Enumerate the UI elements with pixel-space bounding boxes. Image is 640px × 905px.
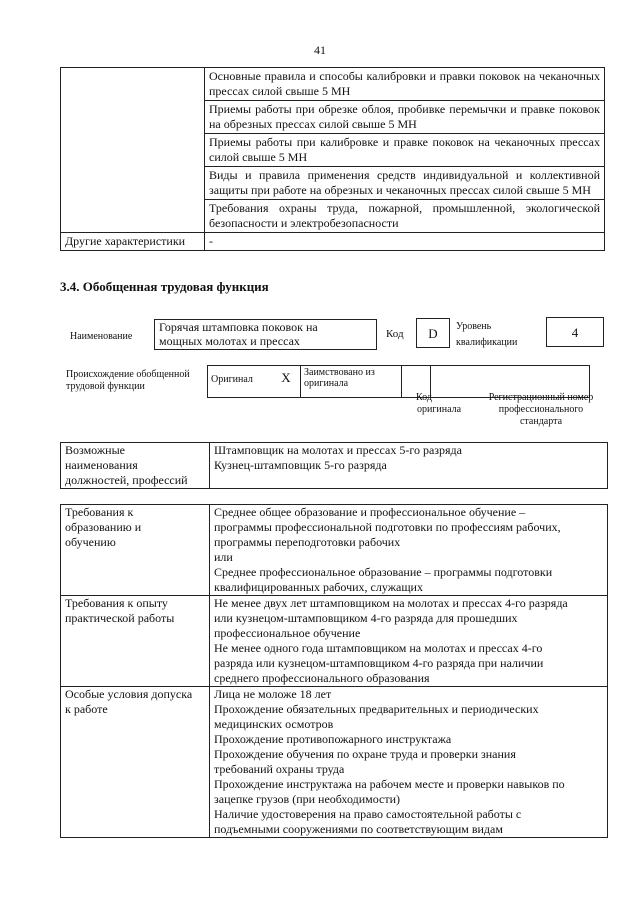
education-value bbox=[210, 505, 608, 596]
knowledge-item: Виды и правила применения средств индивидуальной и коллективной защиты при работе на обрезных и чеканочных прессах силой свыше 5 МН bbox=[205, 167, 605, 200]
name-value-box bbox=[154, 319, 377, 350]
text-line: Прохождение обучения по охране труда и проверки знания bbox=[214, 747, 516, 761]
origin-reg-caption-line: стандарта bbox=[519, 416, 563, 427]
section-title: 3.4. Обобщенная трудовая функция bbox=[60, 279, 269, 294]
knowledge-item: Приемы работы при обрезке облоя, пробивке перемычки и правке поковок на обрезных прессах силой свыше 5 МН bbox=[205, 101, 605, 134]
text-line: или кузнецом-штамповщиком 4-го разряда для прошедших bbox=[214, 611, 518, 625]
special-conditions-value bbox=[210, 687, 608, 838]
text-line: разряда или кузнецом-штамповщиком 4-го разряда при наличии bbox=[214, 656, 544, 670]
code-label: Код bbox=[386, 328, 404, 340]
label-line: к работе bbox=[65, 702, 108, 716]
table-row bbox=[61, 596, 608, 687]
code-value-box: D bbox=[416, 318, 450, 348]
text-line: зацепке грузов (при необходимости) bbox=[214, 792, 401, 806]
label-line: Требования к bbox=[65, 505, 134, 519]
label-line: обучению bbox=[65, 535, 116, 549]
origin-label-line: Происхождение обобщенной bbox=[66, 369, 190, 380]
origin-code-caption-line: Код bbox=[416, 392, 432, 403]
level-label-line: Уровень bbox=[456, 321, 492, 332]
text-line: Лица не моложе 18 лет bbox=[214, 687, 332, 701]
text-line: Прохождение инструктажа на рабочем месте и проверки навыков по bbox=[214, 777, 565, 791]
text-line: профессиональное обучение bbox=[214, 626, 361, 640]
label-line: должностей, профессий bbox=[65, 473, 188, 487]
text-line: Прохождение обязательных предварительных и периодических bbox=[214, 702, 539, 716]
text-line: Среднее общее образование и профессиональное обучение – bbox=[214, 505, 526, 519]
label-line: практической работы bbox=[65, 611, 175, 625]
special-conditions-label bbox=[61, 687, 210, 838]
knowledge-item: Требования охраны труда, пожарной, промышленной, экологической безопасности и электробезопасности bbox=[205, 200, 605, 233]
text-line: требований охраны труда bbox=[214, 762, 345, 776]
experience-label bbox=[61, 596, 210, 687]
text-line: медицинских осмотров bbox=[214, 717, 334, 731]
origin-reg-caption bbox=[476, 392, 606, 428]
origin-borrowed bbox=[301, 366, 402, 398]
table-row bbox=[61, 68, 605, 101]
text-line: Не менее одного года штамповщиком на молотах и прессах 4-го bbox=[214, 641, 543, 655]
knowledge-item: Основные правила и способы калибровки и правки поковок на чеканочных прессах силой свыше 5 МН bbox=[205, 68, 605, 101]
level-value-box: 4 bbox=[546, 317, 604, 347]
text-line: Прохождение противопожарного инструктажа bbox=[214, 732, 452, 746]
origin-borrowed-line: оригинала bbox=[304, 378, 349, 389]
text-line: или bbox=[214, 550, 233, 564]
table-row bbox=[61, 233, 605, 251]
table-row bbox=[61, 687, 608, 838]
empty-label-cell bbox=[61, 68, 205, 233]
name-label: Наименование bbox=[70, 331, 133, 342]
table-row bbox=[61, 505, 608, 596]
profession-item: Штамповщик на молотах и прессах 5-го разряда bbox=[214, 443, 462, 457]
origin-original: Оригинал bbox=[208, 366, 273, 398]
text-line: среднего профессионального образования bbox=[214, 671, 430, 685]
label-line: образованию и bbox=[65, 520, 142, 534]
origin-code-caption bbox=[414, 392, 464, 416]
knowledge-item: Приемы работы при калибровке и правке поковок на чеканочных прессах силой свыше 5 МН bbox=[205, 134, 605, 167]
knowledge-table bbox=[60, 67, 605, 251]
text-line: программы профессиональной подготовки по профессиям рабочих, bbox=[214, 520, 561, 534]
name-value-line: Горячая штамповка поковок на bbox=[159, 320, 318, 334]
professions-label bbox=[61, 443, 210, 489]
experience-value bbox=[210, 596, 608, 687]
text-line: Не менее двух лет штамповщиком на молотах и прессах 4-го разряда bbox=[214, 596, 568, 610]
origin-reg-caption-line: профессионального bbox=[498, 404, 584, 415]
label-line: Возможные bbox=[65, 443, 125, 457]
professions-values bbox=[210, 443, 608, 489]
table-row bbox=[61, 443, 608, 489]
professions-table bbox=[60, 442, 608, 489]
label-line: наименования bbox=[65, 458, 138, 472]
text-line: программы переподготовки рабочих bbox=[214, 535, 401, 549]
other-characteristics-label: Другие характеристики bbox=[61, 233, 205, 251]
page-number: 41 bbox=[314, 43, 326, 57]
other-characteristics-value: - bbox=[205, 233, 605, 251]
name-value-line: мощных молотах и прессах bbox=[159, 334, 300, 348]
origin-label-line: трудовой функции bbox=[66, 381, 145, 392]
origin-borrowed-line: Заимствовано из bbox=[304, 367, 375, 378]
education-label bbox=[61, 505, 210, 596]
origin-label bbox=[66, 369, 190, 393]
requirements-table bbox=[60, 504, 608, 838]
text-line: Наличие удостоверения на право самостоятельной работы с bbox=[214, 807, 522, 821]
text-line: подъемными сооружениями по соответствующим видам bbox=[214, 822, 503, 836]
text-line: Среднее профессиональное образование – программы подготовки bbox=[214, 565, 553, 579]
label-line: Требования к опыту bbox=[65, 596, 168, 610]
text-line: квалифицированных рабочих, служащих bbox=[214, 580, 423, 594]
level-label bbox=[456, 321, 517, 349]
level-label-line: квалификации bbox=[456, 337, 518, 348]
label-line: Особые условия допуска bbox=[65, 687, 193, 701]
profession-item: Кузнец-штамповщик 5-го разряда bbox=[214, 458, 387, 472]
origin-code-caption-line: оригинала bbox=[416, 404, 462, 415]
origin-reg-caption-line: Регистрационный номер bbox=[488, 392, 594, 403]
origin-x-mark: X bbox=[272, 366, 301, 398]
